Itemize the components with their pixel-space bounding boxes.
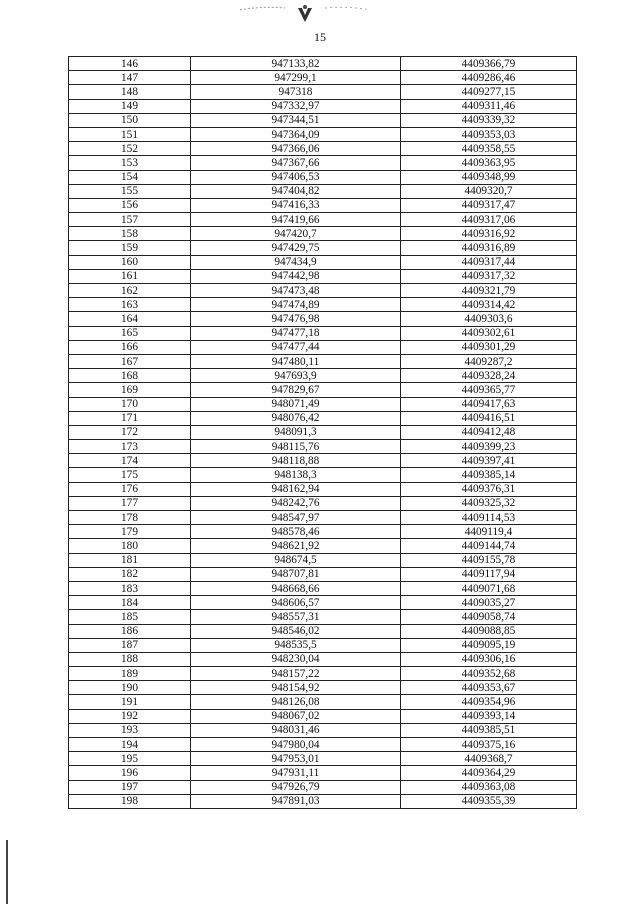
table-row <box>69 723 577 737</box>
y-coordinate-cell: 4409155,78 <box>401 553 577 567</box>
x-coordinate-cell: 948154,92 <box>191 681 401 695</box>
point-number-cell: 153 <box>69 156 191 170</box>
point-number-cell: 158 <box>69 227 191 241</box>
x-coordinate-cell: 947416,33 <box>191 198 401 212</box>
point-number-cell: 184 <box>69 596 191 610</box>
y-coordinate-cell: 4409353,67 <box>401 681 577 695</box>
y-coordinate-cell: 4409286,46 <box>401 71 577 85</box>
table-row <box>69 354 577 368</box>
x-coordinate-cell: 947133,82 <box>191 57 401 71</box>
y-coordinate-cell: 4409366,79 <box>401 57 577 71</box>
point-number-cell: 161 <box>69 269 191 283</box>
table-row <box>69 113 577 127</box>
x-coordinate-cell: 948546,02 <box>191 624 401 638</box>
table-row <box>69 71 577 85</box>
y-coordinate-cell: 4409363,08 <box>401 780 577 794</box>
point-number-cell: 172 <box>69 425 191 439</box>
point-number-cell: 160 <box>69 255 191 269</box>
x-coordinate-cell: 947404,82 <box>191 184 401 198</box>
point-number-cell: 191 <box>69 695 191 709</box>
x-coordinate-cell: 948557,31 <box>191 610 401 624</box>
y-coordinate-cell: 4409354,96 <box>401 695 577 709</box>
point-number-cell: 187 <box>69 638 191 652</box>
x-coordinate-cell: 947434,9 <box>191 255 401 269</box>
table-row <box>69 340 577 354</box>
table-row <box>69 454 577 468</box>
x-coordinate-cell: 948118,88 <box>191 454 401 468</box>
point-number-cell: 176 <box>69 482 191 496</box>
y-coordinate-cell: 4409303,6 <box>401 312 577 326</box>
table-row <box>69 624 577 638</box>
y-coordinate-cell: 4409353,03 <box>401 127 577 141</box>
point-number-cell: 171 <box>69 411 191 425</box>
emblem-stamp-icon <box>230 2 380 26</box>
point-number-cell: 170 <box>69 397 191 411</box>
table-row <box>69 369 577 383</box>
table-row <box>69 227 577 241</box>
table-row <box>69 241 577 255</box>
point-number-cell: 193 <box>69 723 191 737</box>
point-number-cell: 147 <box>69 71 191 85</box>
table-row <box>69 383 577 397</box>
y-coordinate-cell: 4409355,39 <box>401 794 577 808</box>
point-number-cell: 155 <box>69 184 191 198</box>
x-coordinate-cell: 948535,5 <box>191 638 401 652</box>
x-coordinate-cell: 948674,5 <box>191 553 401 567</box>
x-coordinate-cell: 948707,81 <box>191 567 401 581</box>
table-row <box>69 610 577 624</box>
x-coordinate-cell: 947364,09 <box>191 127 401 141</box>
point-number-cell: 173 <box>69 440 191 454</box>
page-number: 15 <box>314 30 326 44</box>
y-coordinate-cell: 4409363,95 <box>401 156 577 170</box>
x-coordinate-cell: 948071,49 <box>191 397 401 411</box>
x-coordinate-cell: 947926,79 <box>191 780 401 794</box>
y-coordinate-cell: 4409321,79 <box>401 284 577 298</box>
table-row <box>69 411 577 425</box>
y-coordinate-cell: 4409397,41 <box>401 454 577 468</box>
point-number-cell: 150 <box>69 113 191 127</box>
x-coordinate-cell: 947477,44 <box>191 340 401 354</box>
table-row <box>69 766 577 780</box>
y-coordinate-cell: 4409095,19 <box>401 638 577 652</box>
y-coordinate-cell: 4409114,53 <box>401 511 577 525</box>
x-coordinate-cell: 947474,89 <box>191 298 401 312</box>
point-number-cell: 177 <box>69 496 191 510</box>
y-coordinate-cell: 4409364,29 <box>401 766 577 780</box>
table-row <box>69 85 577 99</box>
point-number-cell: 190 <box>69 681 191 695</box>
table-row <box>69 681 577 695</box>
y-coordinate-cell: 4409385,51 <box>401 723 577 737</box>
point-number-cell: 196 <box>69 766 191 780</box>
table-row <box>69 440 577 454</box>
point-number-cell: 167 <box>69 354 191 368</box>
point-number-cell: 192 <box>69 709 191 723</box>
y-coordinate-cell: 4409311,46 <box>401 99 577 113</box>
table-row <box>69 255 577 269</box>
y-coordinate-cell: 4409306,16 <box>401 652 577 666</box>
x-coordinate-cell: 947953,01 <box>191 752 401 766</box>
table-row <box>69 581 577 595</box>
x-coordinate-cell: 947332,97 <box>191 99 401 113</box>
table-row <box>69 496 577 510</box>
table-row <box>69 553 577 567</box>
point-number-cell: 157 <box>69 213 191 227</box>
point-number-cell: 178 <box>69 511 191 525</box>
table-row <box>69 638 577 652</box>
x-coordinate-cell: 947406,53 <box>191 170 401 184</box>
x-coordinate-cell: 947318 <box>191 85 401 99</box>
x-coordinate-cell: 947980,04 <box>191 738 401 752</box>
x-coordinate-cell: 948138,3 <box>191 468 401 482</box>
point-number-cell: 154 <box>69 170 191 184</box>
point-number-cell: 146 <box>69 57 191 71</box>
y-coordinate-cell: 4409301,29 <box>401 340 577 354</box>
table-row <box>69 198 577 212</box>
x-coordinate-cell: 947419,66 <box>191 213 401 227</box>
table-row <box>69 184 577 198</box>
table-row <box>69 482 577 496</box>
y-coordinate-cell: 4409416,51 <box>401 411 577 425</box>
table-row <box>69 269 577 283</box>
point-number-cell: 194 <box>69 738 191 752</box>
table-row <box>69 539 577 553</box>
x-coordinate-cell: 947299,1 <box>191 71 401 85</box>
y-coordinate-cell: 4409339,32 <box>401 113 577 127</box>
y-coordinate-cell: 4409328,24 <box>401 369 577 383</box>
table-row <box>69 142 577 156</box>
table-row <box>69 468 577 482</box>
point-number-cell: 148 <box>69 85 191 99</box>
point-number-cell: 185 <box>69 610 191 624</box>
y-coordinate-cell: 4409058,74 <box>401 610 577 624</box>
table-row <box>69 794 577 808</box>
table-row <box>69 652 577 666</box>
y-coordinate-cell: 4409412,48 <box>401 425 577 439</box>
point-number-cell: 186 <box>69 624 191 638</box>
x-coordinate-cell: 947480,11 <box>191 354 401 368</box>
point-number-cell: 175 <box>69 468 191 482</box>
x-coordinate-cell: 948115,76 <box>191 440 401 454</box>
table-row <box>69 284 577 298</box>
y-coordinate-cell: 4409117,94 <box>401 567 577 581</box>
x-coordinate-cell: 948091,3 <box>191 425 401 439</box>
y-coordinate-cell: 4409348,99 <box>401 170 577 184</box>
point-number-cell: 197 <box>69 780 191 794</box>
x-coordinate-cell: 947429,75 <box>191 241 401 255</box>
point-number-cell: 188 <box>69 652 191 666</box>
x-coordinate-cell: 947367,66 <box>191 156 401 170</box>
point-number-cell: 183 <box>69 581 191 595</box>
y-coordinate-cell: 4409088,85 <box>401 624 577 638</box>
table-row <box>69 752 577 766</box>
table-row <box>69 425 577 439</box>
point-number-cell: 151 <box>69 127 191 141</box>
y-coordinate-cell: 4409376,31 <box>401 482 577 496</box>
y-coordinate-cell: 4409417,63 <box>401 397 577 411</box>
table-row <box>69 127 577 141</box>
x-coordinate-cell: 947442,98 <box>191 269 401 283</box>
y-coordinate-cell: 4409287,2 <box>401 354 577 368</box>
point-number-cell: 180 <box>69 539 191 553</box>
y-coordinate-cell: 4409316,92 <box>401 227 577 241</box>
table-row <box>69 156 577 170</box>
x-coordinate-cell: 947344,51 <box>191 113 401 127</box>
table-row <box>69 567 577 581</box>
y-coordinate-cell: 4409320,7 <box>401 184 577 198</box>
table-row <box>69 298 577 312</box>
y-coordinate-cell: 4409368,7 <box>401 752 577 766</box>
x-coordinate-cell: 948162,94 <box>191 482 401 496</box>
y-coordinate-cell: 4409071,68 <box>401 581 577 595</box>
table-row <box>69 170 577 184</box>
x-coordinate-cell: 948067,02 <box>191 709 401 723</box>
point-number-cell: 168 <box>69 369 191 383</box>
table-row <box>69 213 577 227</box>
x-coordinate-cell: 947476,98 <box>191 312 401 326</box>
point-number-cell: 195 <box>69 752 191 766</box>
x-coordinate-cell: 947693,9 <box>191 369 401 383</box>
point-number-cell: 174 <box>69 454 191 468</box>
x-coordinate-cell: 948668,66 <box>191 581 401 595</box>
y-coordinate-cell: 4409317,32 <box>401 269 577 283</box>
y-coordinate-cell: 4409352,68 <box>401 667 577 681</box>
x-coordinate-cell: 947477,18 <box>191 326 401 340</box>
y-coordinate-cell: 4409358,55 <box>401 142 577 156</box>
y-coordinate-cell: 4409277,15 <box>401 85 577 99</box>
x-coordinate-cell: 948621,92 <box>191 539 401 553</box>
x-coordinate-cell: 948242,76 <box>191 496 401 510</box>
y-coordinate-cell: 4409385,14 <box>401 468 577 482</box>
point-number-cell: 166 <box>69 340 191 354</box>
x-coordinate-cell: 948578,46 <box>191 525 401 539</box>
x-coordinate-cell: 948157,22 <box>191 667 401 681</box>
table-row <box>69 780 577 794</box>
y-coordinate-cell: 4409317,47 <box>401 198 577 212</box>
x-coordinate-cell: 948230,04 <box>191 652 401 666</box>
y-coordinate-cell: 4409393,14 <box>401 709 577 723</box>
table-row <box>69 525 577 539</box>
point-number-cell: 189 <box>69 667 191 681</box>
table-row <box>69 738 577 752</box>
point-number-cell: 165 <box>69 326 191 340</box>
point-number-cell: 156 <box>69 198 191 212</box>
point-number-cell: 179 <box>69 525 191 539</box>
point-number-cell: 169 <box>69 383 191 397</box>
y-coordinate-cell: 4409399,23 <box>401 440 577 454</box>
table-row <box>69 99 577 113</box>
margin-line <box>6 840 8 904</box>
y-coordinate-cell: 4409325,32 <box>401 496 577 510</box>
table-row <box>69 596 577 610</box>
x-coordinate-cell: 947829,67 <box>191 383 401 397</box>
y-coordinate-cell: 4409375,16 <box>401 738 577 752</box>
x-coordinate-cell: 948031,46 <box>191 723 401 737</box>
x-coordinate-cell: 947891,03 <box>191 794 401 808</box>
point-number-cell: 181 <box>69 553 191 567</box>
x-coordinate-cell: 947420,7 <box>191 227 401 241</box>
coordinates-table-container <box>68 56 576 809</box>
x-coordinate-cell: 948606,57 <box>191 596 401 610</box>
point-number-cell: 149 <box>69 99 191 113</box>
table-row <box>69 57 577 71</box>
table-row <box>69 312 577 326</box>
y-coordinate-cell: 4409314,42 <box>401 298 577 312</box>
table-row <box>69 326 577 340</box>
x-coordinate-cell: 948547,97 <box>191 511 401 525</box>
table-row <box>69 709 577 723</box>
table-row <box>69 511 577 525</box>
point-number-cell: 164 <box>69 312 191 326</box>
x-coordinate-cell: 947473,48 <box>191 284 401 298</box>
table-row <box>69 667 577 681</box>
point-number-cell: 182 <box>69 567 191 581</box>
x-coordinate-cell: 948126,08 <box>191 695 401 709</box>
y-coordinate-cell: 4409365,77 <box>401 383 577 397</box>
y-coordinate-cell: 4409119,4 <box>401 525 577 539</box>
point-number-cell: 163 <box>69 298 191 312</box>
y-coordinate-cell: 4409317,44 <box>401 255 577 269</box>
y-coordinate-cell: 4409316,89 <box>401 241 577 255</box>
x-coordinate-cell: 947366,06 <box>191 142 401 156</box>
y-coordinate-cell: 4409035,27 <box>401 596 577 610</box>
point-number-cell: 198 <box>69 794 191 808</box>
x-coordinate-cell: 947931,11 <box>191 766 401 780</box>
y-coordinate-cell: 4409302,61 <box>401 326 577 340</box>
coordinates-table <box>68 56 577 809</box>
point-number-cell: 159 <box>69 241 191 255</box>
x-coordinate-cell: 948076,42 <box>191 411 401 425</box>
y-coordinate-cell: 4409144,74 <box>401 539 577 553</box>
table-row <box>69 695 577 709</box>
y-coordinate-cell: 4409317,06 <box>401 213 577 227</box>
point-number-cell: 162 <box>69 284 191 298</box>
point-number-cell: 152 <box>69 142 191 156</box>
table-row <box>69 397 577 411</box>
